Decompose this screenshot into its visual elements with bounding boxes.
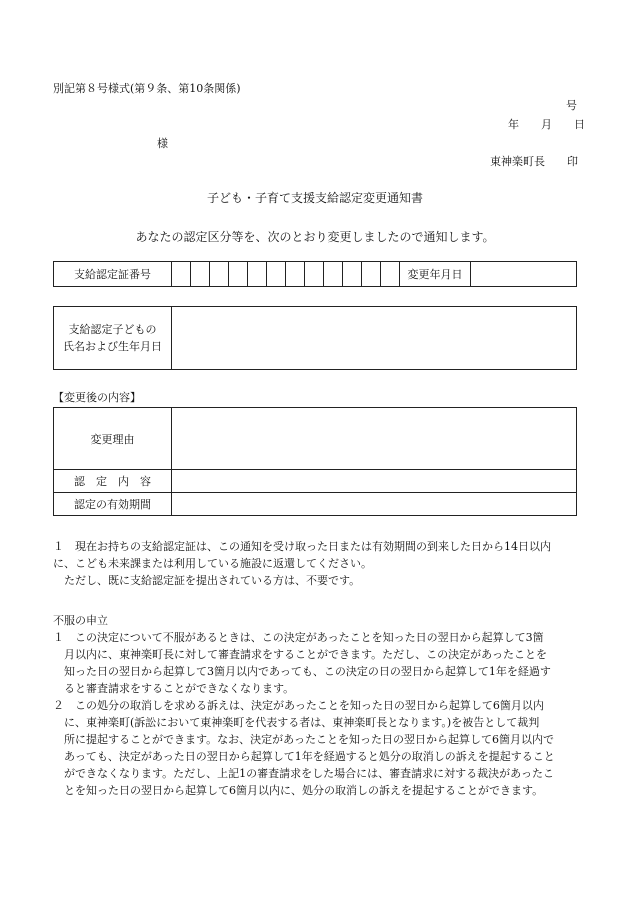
appeal-line: 所に提起することができます。なお、決定があったことを知った日の翌日から起算して6箇月以内で [64,733,555,746]
notice-line: に、こども未来課または利用している施設に返還してください。 [53,557,372,570]
date-label: 年 月 日 [508,118,585,131]
change-date-label: 変更年月日 [400,262,471,287]
reason-value[interactable] [172,408,577,470]
child-label-line1: 支給認定子どもの [68,323,157,336]
digit-cell[interactable] [172,262,191,287]
appeal-heading: 不服の申立 [53,614,108,627]
change-content-table [53,407,577,516]
digit-cell[interactable] [286,262,305,287]
intro-text: あなたの認定区分等を、次のとおり変更しましたので通知します。 [135,230,495,244]
period-value[interactable] [172,493,577,516]
appeal-line: ２ この処分の取消しを求める訴えは、決定があったことを知った日の翌日から起算して6箇月以内 [53,699,544,712]
appeal-line: １ この決定について不服があるときは、この決定があったことを知った日の翌日から起算して3箇 [53,631,544,644]
return-notice [53,538,583,589]
issuer: 東神楽町長 印 [490,155,578,168]
change-date-value[interactable] [471,262,577,287]
digit-cell[interactable] [381,262,400,287]
document-title: 子ども・子育て支援支給認定変更通知書 [206,191,423,205]
form-id: 別記第８号様式(第９条、第10条関係) [53,82,241,95]
child-info-value[interactable] [172,307,577,370]
notice-line: ただし、既に支給認定証を提出されている方は、不要です。 [64,574,361,587]
digit-cell[interactable] [191,262,210,287]
child-label [54,307,172,370]
appeal-line: ができなくなります。ただし、上記1の審査請求をした場合には、審査請求に対する裁決があったこ [64,767,555,780]
digit-cell[interactable] [305,262,324,287]
notice-line: １ 現在お持ちの支給認定証は、この通知を受け取った日または有効期間の到来した日から14日以内 [53,540,551,553]
appeal-section [53,612,583,799]
digit-cell[interactable] [210,262,229,287]
appeal-line: あっても、決定があった日の翌日から起算して1年を経過すると処分の取消しの訴えを提起すること [64,750,555,763]
number-label: 号 [566,99,577,112]
child-info-table [53,306,577,370]
appeal-line: に、東神楽町(訴訟において東神楽町を代表する者は、東神楽町長となります。)を被告として裁判 [64,716,540,729]
addressee-suffix: 様 [157,137,168,150]
digit-cell[interactable] [229,262,248,287]
digit-cell[interactable] [248,262,267,287]
digit-cell[interactable] [362,262,381,287]
section-after-heading: 【変更後の内容】 [53,391,141,404]
appeal-line: とを知った日の翌日から起算して6箇月以内に、処分の取消しの訴えを提起することができます。 [64,784,544,797]
appeal-line: 知った日の翌日から起算して3箇月以内であっても、この決定の日の翌日から起算して1年を経過す [64,665,551,678]
child-label-line2: 氏名および生年月日 [63,340,162,353]
period-label: 認定の有効期間 [54,493,172,516]
content-value[interactable] [172,470,577,493]
digit-cell[interactable] [343,262,362,287]
reason-label: 変更理由 [54,408,172,470]
cert-number-table [53,261,577,287]
digit-cell[interactable] [324,262,343,287]
appeal-line: 月以内に、東神楽町長に対して審査請求をすることができます。ただし、この決定があったことを [64,648,548,661]
appeal-line: ると審査請求をすることができなくなります。 [64,682,295,695]
digit-cell[interactable] [267,262,286,287]
content-label: 認 定 内 容 [54,470,172,493]
cert-number-label: 支給認定証番号 [54,262,172,287]
